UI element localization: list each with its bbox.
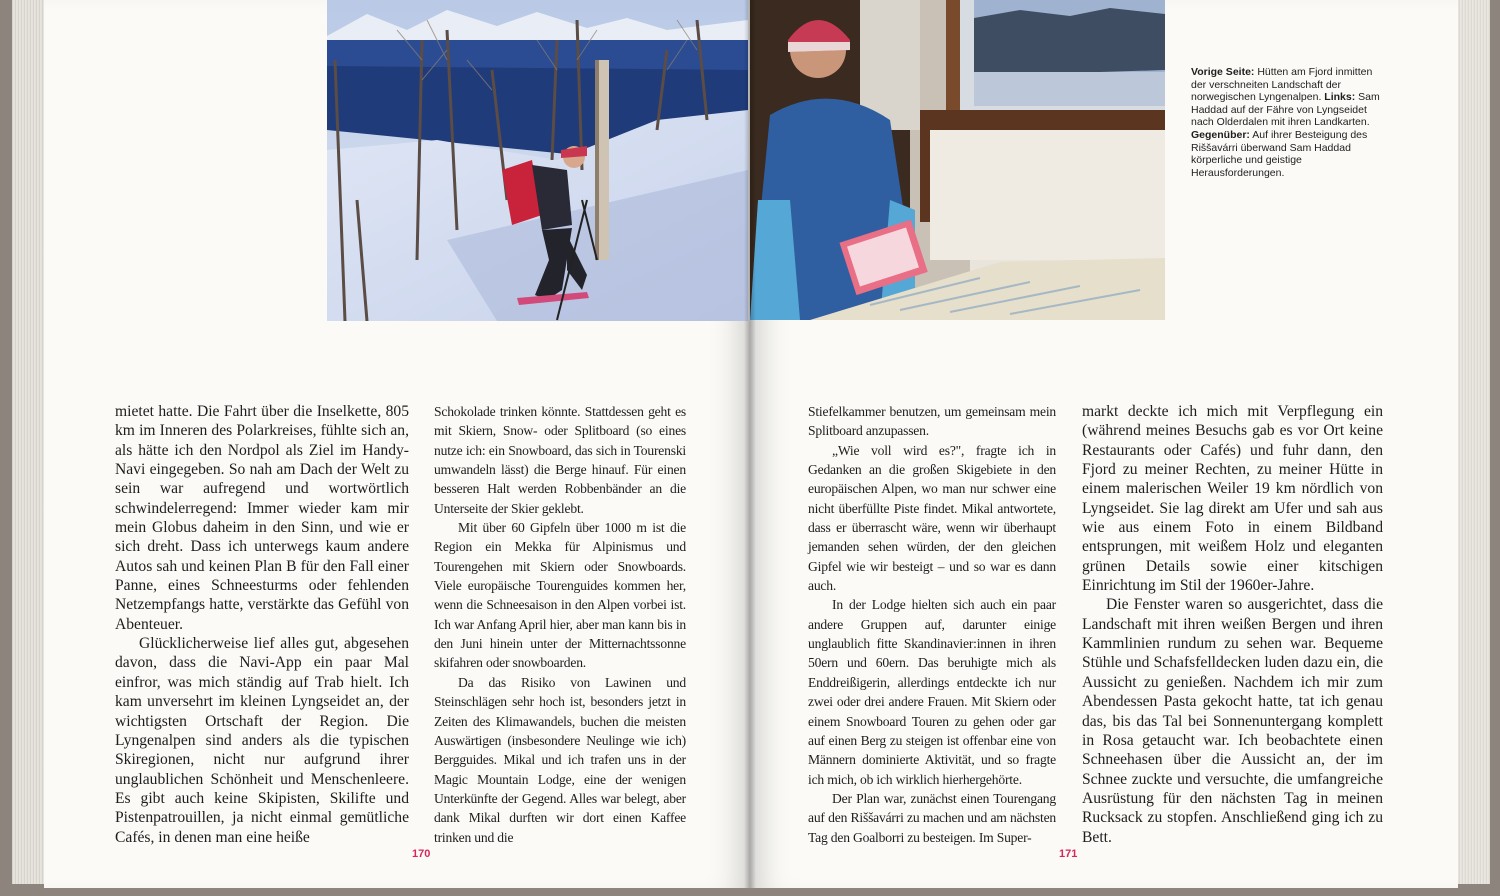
left-page-column-2 <box>434 402 686 847</box>
page-number-left: 170 <box>412 848 431 860</box>
paragraph: markt deckte ich mich mit Verpflegung ein (während meines Besuchs gab es vor Ort keine Restaurants oder Cafés) und fuhr dann, den Fjord zu meiner Rechten, zu meiner Hütte in einem malerischen Weiler 19 km nördlich von Lyngseidet. Sie lag direkt am Ufer und sah aus wie aus einem Foto in einem Bildband entsprungen, mit weißem Holz und eleganten grünen Details sowie einer kitschigen Einrichtung im Stil der 1960er-Jahre. <box>1082 403 1383 595</box>
paragraph: Stiefelkammer benutzen, um gemeinsam mein Splitboard anzupassen. <box>808 404 1056 439</box>
caption-label-opposite: Gegenüber: <box>1191 128 1250 141</box>
ferry-cabin-photo <box>750 0 1165 320</box>
paragraph: Der Plan war, zunächst einen Tourengang auf den Riššavárri zu machen und am nächsten Tag den Goalborri zu besteigen. Im Super- <box>808 790 1056 845</box>
caption-text-left: Sam Haddad auf der Fähre von Lyngseidet nach Olderdalen mit ihren Landkarten. <box>1191 91 1380 129</box>
photo-caption <box>1191 66 1383 179</box>
paragraph: In der Lodge hielten sich auch ein paar andere Gruppen auf, darunter einige unglaublich fitte Skandinavier:innen in ihren 50ern und 60ern. Das beruhigte mich als Enddreißigerin, allerdings entdeckte ich nur zwei oder drei andere Frauen. Mit Skiern oder einem Snowboard Touren zu gehen oder gar auf einen Berg zu steigen ist offenbar eine von Männern dominierte Aktivität, und so fragte ich mich, ob ich wirklich hierhergehörte. <box>808 597 1056 787</box>
cover-right <box>1490 0 1500 896</box>
page-number-right: 171 <box>1059 848 1078 860</box>
left-page-column-1 <box>115 402 409 847</box>
paragraph: Da das Risiko von Lawinen und Steinschlägen sehr hoch ist, besonders jetzt in Zeiten des Klimawandels, buchen die meisten Auswärtigen (insbesondere Neulinge wie ich) Bergguides. Mikal und ich trafen uns in der Magic Mountain Lodge, eine der wenigen Unterkünfte der Gegend. Alles war belegt, aber dank Mikal durften wir dort einen Kaffee trinken und die <box>434 674 686 845</box>
right-page-column-1 <box>808 402 1056 847</box>
paragraph: Glücklicherweise lief alles gut, abgesehen davon, dass die Navi-App ein paar Mal einfror, was mich ständig auf Trab hielt. Ich kam unversehrt im kleinen Lyngseidet an, der wichtigsten Ortschaft der Region. Die Lyngenalpen sind anders als die typischen Skiregionen, nicht nur aufgrund ihrer unglaublichen Schönheit und Menschenleere. Es gibt auch keine Skipisten, Skilifte und Pistenpatrouillen, ja nicht einmal gemütliche Cafés, in denen man eine heiße <box>115 635 409 846</box>
right-page-column-2 <box>1082 402 1383 847</box>
paragraph: mietet hatte. Die Fahrt über die Inselkette, 805 km im Inneren des Polarkreises, fühlte sich an, als hätte ich den Nordpol als Ziel im Handy-Navi eingegeben. So nah am Dach der Welt zu sein war aufregend und wortwörtlich schwindelerregend: Immer wieder kam mir mein Globus daheim in den Sinn, und wie er sich dreht. Dass ich unterwegs kaum andere Autos sah und keinen Plan B für den Fall einer Panne, eines Schneesturms oder fehlenden Netzempfangs hatte, verstärkte das Gefühl von Abenteuer. <box>115 403 409 633</box>
caption-text-opposite: Auf ihrer Besteigung des Riššavárri überwand Sam Haddad körperliche und geistige Herausforderungen. <box>1191 128 1368 179</box>
caption-label-previous: Vorige Seite: <box>1191 66 1255 78</box>
paragraph: Mit über 60 Gipfeln über 1000 m ist die Region ein Mekka für Alpinismus und Tourengehen mit Skiern oder Snowboards. Viele europäische Tourenguides kommen her, wenn die Schneesaison in den Alpen vorbei ist. Ich war Anfang April hier, aber man kann bis in den Juni hinein unter der Mitternachtssonne skifahren oder snowboarden. <box>434 520 686 671</box>
cover-left <box>0 0 12 896</box>
paragraph: Schokolade trinken könnte. Stattdessen geht es mit Skiern, Snow- oder Splitboard (so eines nutze ich: ein Snowboard, das sich in Tourenski umwandeln lässt) die Berge hinauf. Für einen besseren Halt werden Robbenbänder an die Unterseite der Skier geklebt. <box>434 404 686 516</box>
caption-text-previous: Hütten am Fjord inmitten der verschneiten Landschaft der norwegischen Lyngenalpen. <box>1191 66 1373 104</box>
caption-label-left: Links: <box>1324 91 1356 104</box>
book-gutter <box>744 0 756 888</box>
paragraph: „Wie voll wird es?", fragte ich in Gedanken an die großen Skigebiete in den europäischen Alpen, wo man nur schwer eine nicht überfüllte Piste findet. Mikal antwortete, dass er überrascht wäre, wenn wir überhaupt jemanden sehen würden, der den gleichen Gipfel wie wir besteigt – und so war es dann auch. <box>808 442 1056 594</box>
ski-touring-photo <box>327 0 748 321</box>
paragraph: Die Fenster waren so ausgerichtet, dass die Landschaft mit ihren weißen Bergen und ihren Kammlinien rundum zu sehen war. Bequeme Stühle und Schafsfelldecken luden dazu ein, die Aussicht zu genießen. Nachdem ich mir zum Abendessen Pasta gekocht hatte, tat ich genau das, bis das Tal bei Sonnenuntergang komplett in Rosa getaucht war. Ich beobachtete einen Schneehasen über die Aussicht an, der im Schnee zuckte und versuchte, die umfangreiche Ausrüstung für den nächsten Tag in meinen Rucksack zu stopfen. Anschließend ging ich zu Bett. <box>1082 596 1383 846</box>
